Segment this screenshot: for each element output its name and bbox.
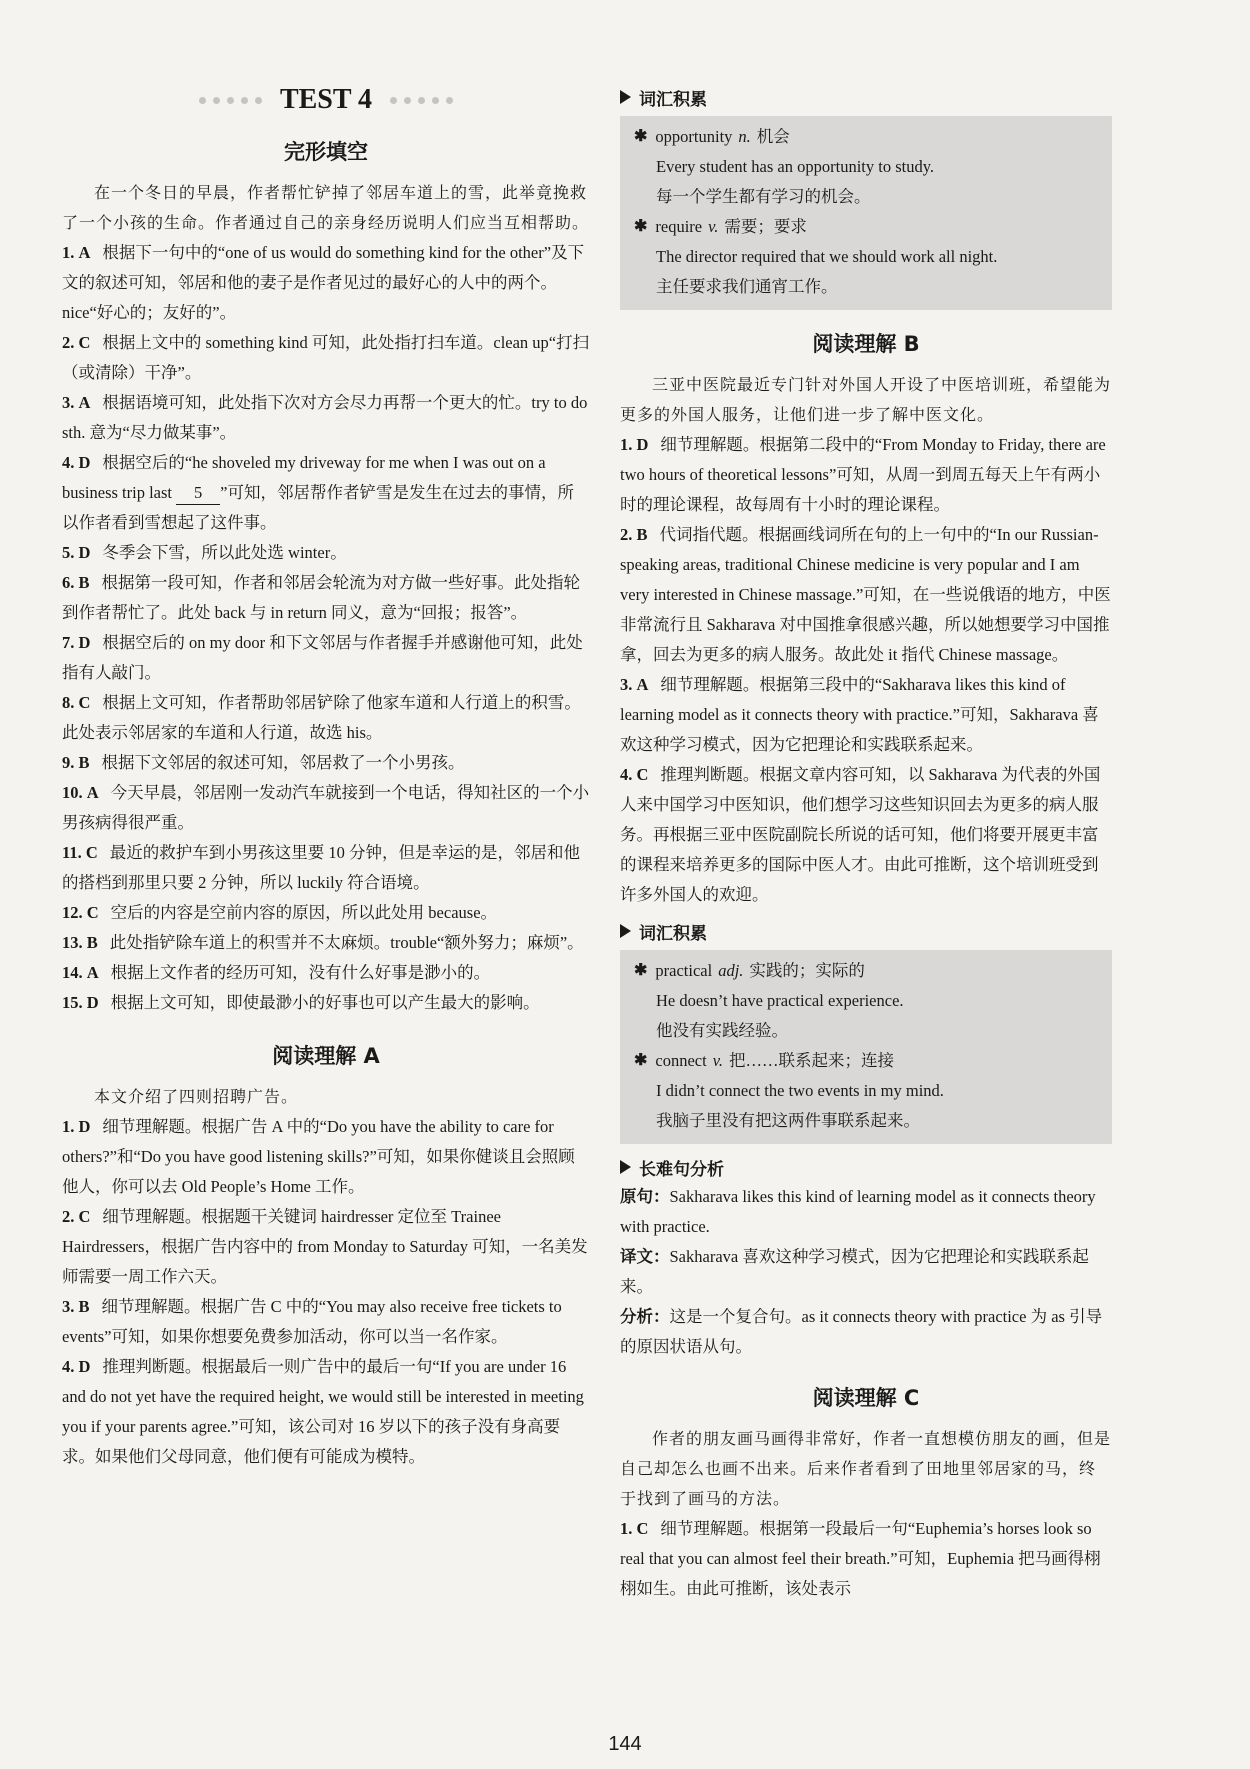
- vocab-example-en: Every student has an opportunity to study.: [656, 157, 935, 176]
- item-answer: D: [636, 435, 649, 454]
- item-text: 细节理解题。根据第三段中的“Sakharava likes this kind of learning model as it connects theory with practice.”可知，Sakharava 喜欢这种学习模式，因为它把理论和实践联系起来。: [620, 675, 1099, 754]
- item-answer: D: [78, 1117, 91, 1136]
- item-answer: C: [78, 1207, 91, 1226]
- analysis-heading: [620, 1152, 1112, 1182]
- vocab-pos: n.: [738, 127, 751, 146]
- vocab-term: connect: [655, 1051, 707, 1070]
- item-text: 根据上文中的 something kind 可知，此处指打扫车道。clean up“打扫（或清除）干净”。: [62, 333, 590, 382]
- cloze-item: [62, 628, 590, 688]
- reading-a-intro: 本文介绍了四则招聘广告。: [94, 1087, 299, 1106]
- vocab-pos: v.: [708, 217, 719, 236]
- reading-a-title: 阅读理解 A: [272, 1044, 380, 1068]
- cloze-item: [62, 898, 590, 928]
- item-text: 最近的救护车到小男孩这里要 10 分钟，但是幸运的是，邻居和他的搭档到那里只要 2 分钟，所以 luckily 符合语境。: [62, 843, 581, 892]
- item-number: 3.: [62, 1297, 75, 1316]
- item-text-after: ”可知，邻居帮作者铲雪是发生在过去的事情，所以作者看到雪想起了这件事。: [62, 483, 574, 532]
- item-text: 推理判断题。根据文章内容可知，以 Sakharava 为代表的外国人来中国学习中医知识，他们想学习这些知识回去为更多的病人服务。再根据三亚中医院副院长所说的话可知，他们将要开展更丰富的课程来培养更多的国际中医人才。由此可推断，这个培训班受到许多外国人的欢迎。: [620, 765, 1101, 904]
- item-number: 6.: [62, 573, 75, 592]
- item-number: 2.: [62, 1207, 75, 1226]
- item-answer: B: [636, 525, 648, 544]
- vocab-term: opportunity: [655, 127, 733, 146]
- item-number: 14.: [62, 963, 83, 982]
- item-text: 根据上文可知，即使最渺小的好事也可以产生最大的影响。: [110, 993, 540, 1012]
- item-text: 根据第一段可知，作者和邻居会轮流为对方做一些好事。此处指轮到作者帮忙了。此处 back 与 in return 同义，意为“回报；报答”。: [62, 573, 581, 622]
- vocab-heading-label: 词汇积累: [639, 923, 707, 944]
- right-dots-decoration: [390, 97, 453, 104]
- cloze-item: [62, 538, 590, 568]
- item-answer: A: [636, 675, 649, 694]
- item-number: 12.: [62, 903, 83, 922]
- item-answer: D: [86, 993, 99, 1012]
- item-number: 4.: [620, 765, 633, 784]
- item-answer: D: [78, 633, 91, 652]
- item-answer: D: [78, 453, 91, 472]
- item-answer: B: [78, 1297, 90, 1316]
- reading-c-title: 阅读理解 C: [812, 1386, 920, 1410]
- item-answer: B: [78, 573, 90, 592]
- vocab-term: practical: [655, 961, 713, 980]
- cloze-item: [62, 928, 590, 958]
- item-answer: C: [636, 1519, 649, 1538]
- analysis-explanation: [620, 1302, 1112, 1362]
- item-number: 1.: [62, 1117, 75, 1136]
- item-text: 空后的内容是空前内容的原因，所以此处用 because。: [110, 903, 498, 922]
- item-text: 细节理解题。根据广告 C 中的“You may also receive free tickets to events”可知，如果你想要免费参加活动，你可以当一名作家。: [62, 1297, 562, 1346]
- analysis-original-label: 原句：: [620, 1187, 670, 1206]
- asterisk-icon: ✱: [634, 218, 648, 235]
- item-number: 9.: [62, 753, 75, 772]
- cloze-item: [62, 448, 590, 538]
- cloze-item: [62, 748, 590, 778]
- vocab-meaning: 需要；要求: [724, 217, 807, 236]
- item-answer: D: [78, 1357, 91, 1376]
- vocab-box-1: [620, 116, 1112, 310]
- cloze-item: [62, 988, 590, 1018]
- reading-b-intro: 三亚中医院最近专门针对外国人开设了中医培训班，希望能为更多的外国人服务，让他们进一步了解中医文化。: [620, 375, 1112, 424]
- reading-b-item: [620, 670, 1112, 760]
- item-number: 13.: [62, 933, 83, 952]
- reading-a-item: [62, 1292, 590, 1352]
- right-column: [620, 76, 1112, 1604]
- reading-b-title: 阅读理解 B: [812, 332, 920, 356]
- item-number: 2.: [620, 525, 633, 544]
- vocab-word: [634, 122, 1098, 152]
- page-number: 144: [608, 1733, 642, 1755]
- item-number: 3.: [620, 675, 633, 694]
- vocab-pos: v.: [712, 1051, 723, 1070]
- item-text: 今天早晨，邻居刚一发动汽车就接到一个电话，得知社区的一个小男孩病得很严重。: [62, 783, 590, 832]
- item-text: 根据下文邻居的叙述可知，邻居救了一个小男孩。: [101, 753, 465, 772]
- triangle-icon: [620, 90, 631, 104]
- item-number: 1.: [620, 1519, 633, 1538]
- cloze-item: [62, 238, 590, 328]
- vocab-example-en: The director required that we should work all night.: [656, 247, 998, 266]
- item-answer: C: [636, 765, 649, 784]
- item-text: 根据下一句中的“one of us would do something kind for the other”及下文的叙述可知，邻居和他的妻子是作者见过的最好心的人中的两个。nice“好心的；友好的”。: [62, 243, 585, 322]
- left-dots-decoration: [199, 97, 262, 104]
- item-answer: D: [78, 543, 91, 562]
- asterisk-icon: ✱: [634, 128, 648, 145]
- cloze-item: [62, 958, 590, 988]
- item-number: 11.: [62, 843, 82, 862]
- analysis-translation-label: 译文：: [620, 1247, 670, 1266]
- reading-c-item: [620, 1514, 1112, 1604]
- item-number: 8.: [62, 693, 75, 712]
- analysis-translation-text: Sakharava 喜欢这种学习模式，因为它把理论和实践联系起来。: [620, 1247, 1089, 1296]
- analysis-original-text: Sakharava likes this kind of learning model as it connects theory with practice.: [620, 1187, 1096, 1236]
- item-number: 7.: [62, 633, 75, 652]
- reading-b-item: [620, 520, 1112, 670]
- item-answer: C: [78, 333, 91, 352]
- item-number: 1.: [62, 243, 75, 262]
- reading-a-item: [62, 1202, 590, 1292]
- item-text: 细节理解题。根据题干关键词 hairdresser 定位至 Trainee Hairdressers，根据广告内容中的 from Monday to Saturday 可知，一名美发师需要一周工作六天。: [62, 1207, 588, 1286]
- vocab-example-en: I didn’t connect the two events in my mind.: [656, 1081, 944, 1100]
- vocab-word: [634, 956, 1098, 986]
- reading-b-item: [620, 430, 1112, 520]
- item-answer: C: [86, 903, 99, 922]
- item-text: 根据空后的“he shoveled my driveway for me when I was out on a business trip last: [62, 453, 546, 502]
- item-number: 15.: [62, 993, 83, 1012]
- triangle-icon: [620, 924, 631, 938]
- vocab-example-zh: 他没有实践经验。: [656, 1021, 788, 1040]
- vocab-word: [634, 212, 1098, 242]
- cloze-item: [62, 778, 590, 838]
- analysis-explanation-label: 分析：: [620, 1307, 670, 1326]
- vocab-heading-label: 词汇积累: [639, 89, 707, 110]
- vocab-heading-1: [620, 82, 1112, 112]
- vocab-pos: adj.: [718, 961, 744, 980]
- analysis-translation: [620, 1242, 1112, 1302]
- vocab-term: require: [655, 217, 703, 236]
- item-answer: A: [78, 243, 91, 262]
- item-number: 2.: [62, 333, 75, 352]
- cloze-item: [62, 388, 590, 448]
- vocab-meaning: 把……联系起来；连接: [728, 1051, 894, 1070]
- item-text: 细节理解题。根据第一段最后一句“Euphemia’s horses look so real that you can almost feel their breath.”可知，Euphemia 把马画得栩栩如生。由此可推断，该处表示: [620, 1519, 1101, 1598]
- vocab-heading-2: [620, 916, 1112, 946]
- item-answer: B: [86, 933, 98, 952]
- test-title-row: [62, 78, 590, 122]
- item-text: 细节理解题。根据第二段中的“From Monday to Friday, there are two hours of theoretical lessons”可知，从周一到周五每天上午有两小时的理论课程，故每周有十小时的理论课程。: [620, 435, 1106, 514]
- item-text: 根据上文可知，作者帮助邻居铲除了他家车道和人行道上的积雪。此处表示邻居家的车道和人行道，故选 his。: [62, 693, 581, 742]
- item-text: 根据语境可知，此处指下次对方会尽力再帮一个更大的忙。try to do sth. 意为“尽力做某事”。: [62, 393, 588, 442]
- item-number: 3.: [62, 393, 75, 412]
- analysis-explanation-text: 这是一个复合句。as it connects theory with practice 为 as 引导的原因状语从句。: [620, 1307, 1103, 1356]
- vocab-example-zh: 我脑子里没有把这两件事联系起来。: [656, 1111, 920, 1130]
- item-answer: C: [78, 693, 91, 712]
- item-number: 4.: [62, 1357, 75, 1376]
- item-number: 10.: [62, 783, 83, 802]
- item-answer: A: [86, 783, 99, 802]
- vocab-meaning: 机会: [756, 127, 790, 146]
- item-text: 根据上文作者的经历可知，没有什么好事是渺小的。: [110, 963, 491, 982]
- item-number: 4.: [62, 453, 75, 472]
- reading-a-item: [62, 1352, 590, 1472]
- vocab-example-zh: 主任要求我们通宵工作。: [656, 277, 838, 296]
- reading-b-item: [620, 760, 1112, 910]
- cloze-item: [62, 688, 590, 748]
- item-answer: A: [86, 963, 99, 982]
- item-text: 此处指铲除车道上的积雪并不太麻烦。trouble“额外努力；麻烦”。: [109, 933, 584, 952]
- cloze-item: [62, 328, 590, 388]
- reading-a-item: [62, 1112, 590, 1202]
- vocab-meaning: 实践的；实际的: [749, 961, 865, 980]
- item-answer: B: [78, 753, 90, 772]
- test-title: TEST 4: [279, 84, 373, 115]
- cloze-item: [62, 568, 590, 628]
- reading-c-intro: 作者的朋友画马画得非常好，作者一直想模仿朋友的画，但是自己却怎么也画不出来。后来作者看到了田地里邻居家的马，终于找到了画马的方法。: [620, 1429, 1112, 1508]
- vocab-example-en: He doesn’t have practical experience.: [656, 991, 904, 1010]
- vocab-example-zh: 每一个学生都有学习的机会。: [656, 187, 871, 206]
- item-number: 1.: [620, 435, 633, 454]
- item-number: 5.: [62, 543, 75, 562]
- triangle-icon: [620, 1160, 631, 1174]
- blank-number: 5: [176, 482, 220, 505]
- analysis-heading-label: 长难句分析: [639, 1159, 724, 1180]
- item-text: 细节理解题。根据广告 A 中的“Do you have the ability to care for others?”和“Do you have good listening skills?”可知，如果你健谈且会照顾他人，你可以去 Old People’s Home 工作。: [62, 1117, 575, 1196]
- vocab-word: [634, 1046, 1098, 1076]
- item-text: 冬季会下雪，所以此处选 winter。: [102, 543, 347, 562]
- cloze-title: 完形填空: [284, 140, 368, 164]
- item-text: 根据空后的 on my door 和下文邻居与作者握手并感谢他可知，此处指有人敲门。: [62, 633, 583, 682]
- asterisk-icon: ✱: [634, 962, 648, 979]
- vocab-box-2: [620, 950, 1112, 1144]
- item-text: 推理判断题。根据最后一则广告中的最后一句“If you are under 16 and do not yet have the required height, we would still be interested in meeting you if your parents agree.”可知，该公司对 16 岁以下的孩子没有身高要求。如果他们父母同意，他们便有可能成为模特。: [62, 1357, 584, 1466]
- item-text: 代词指代题。根据画线词所在句的上一句中的“In our Russian-speaking areas, traditional Chinese medicine is very popular and I am very interested in Chinese massage.”可知，在一些说俄语的地方，中医非常流行且 Sakharava 对中国推拿很感兴趣，所以她想要学习中国推拿，回去为更多的病人服务。故此处 it 指代 Chinese massage。: [620, 525, 1111, 664]
- item-answer: C: [85, 843, 98, 862]
- asterisk-icon: ✱: [634, 1052, 648, 1069]
- left-column: [62, 76, 590, 1472]
- analysis-original: [620, 1182, 1112, 1242]
- item-answer: A: [78, 393, 91, 412]
- cloze-intro: 在一个冬日的早晨，作者帮忙铲掉了邻居车道上的雪，此举竟挽救了一个小孩的生命。作者通过自己的亲身经历说明人们应当互相帮助。: [62, 183, 590, 232]
- cloze-item: [62, 838, 590, 898]
